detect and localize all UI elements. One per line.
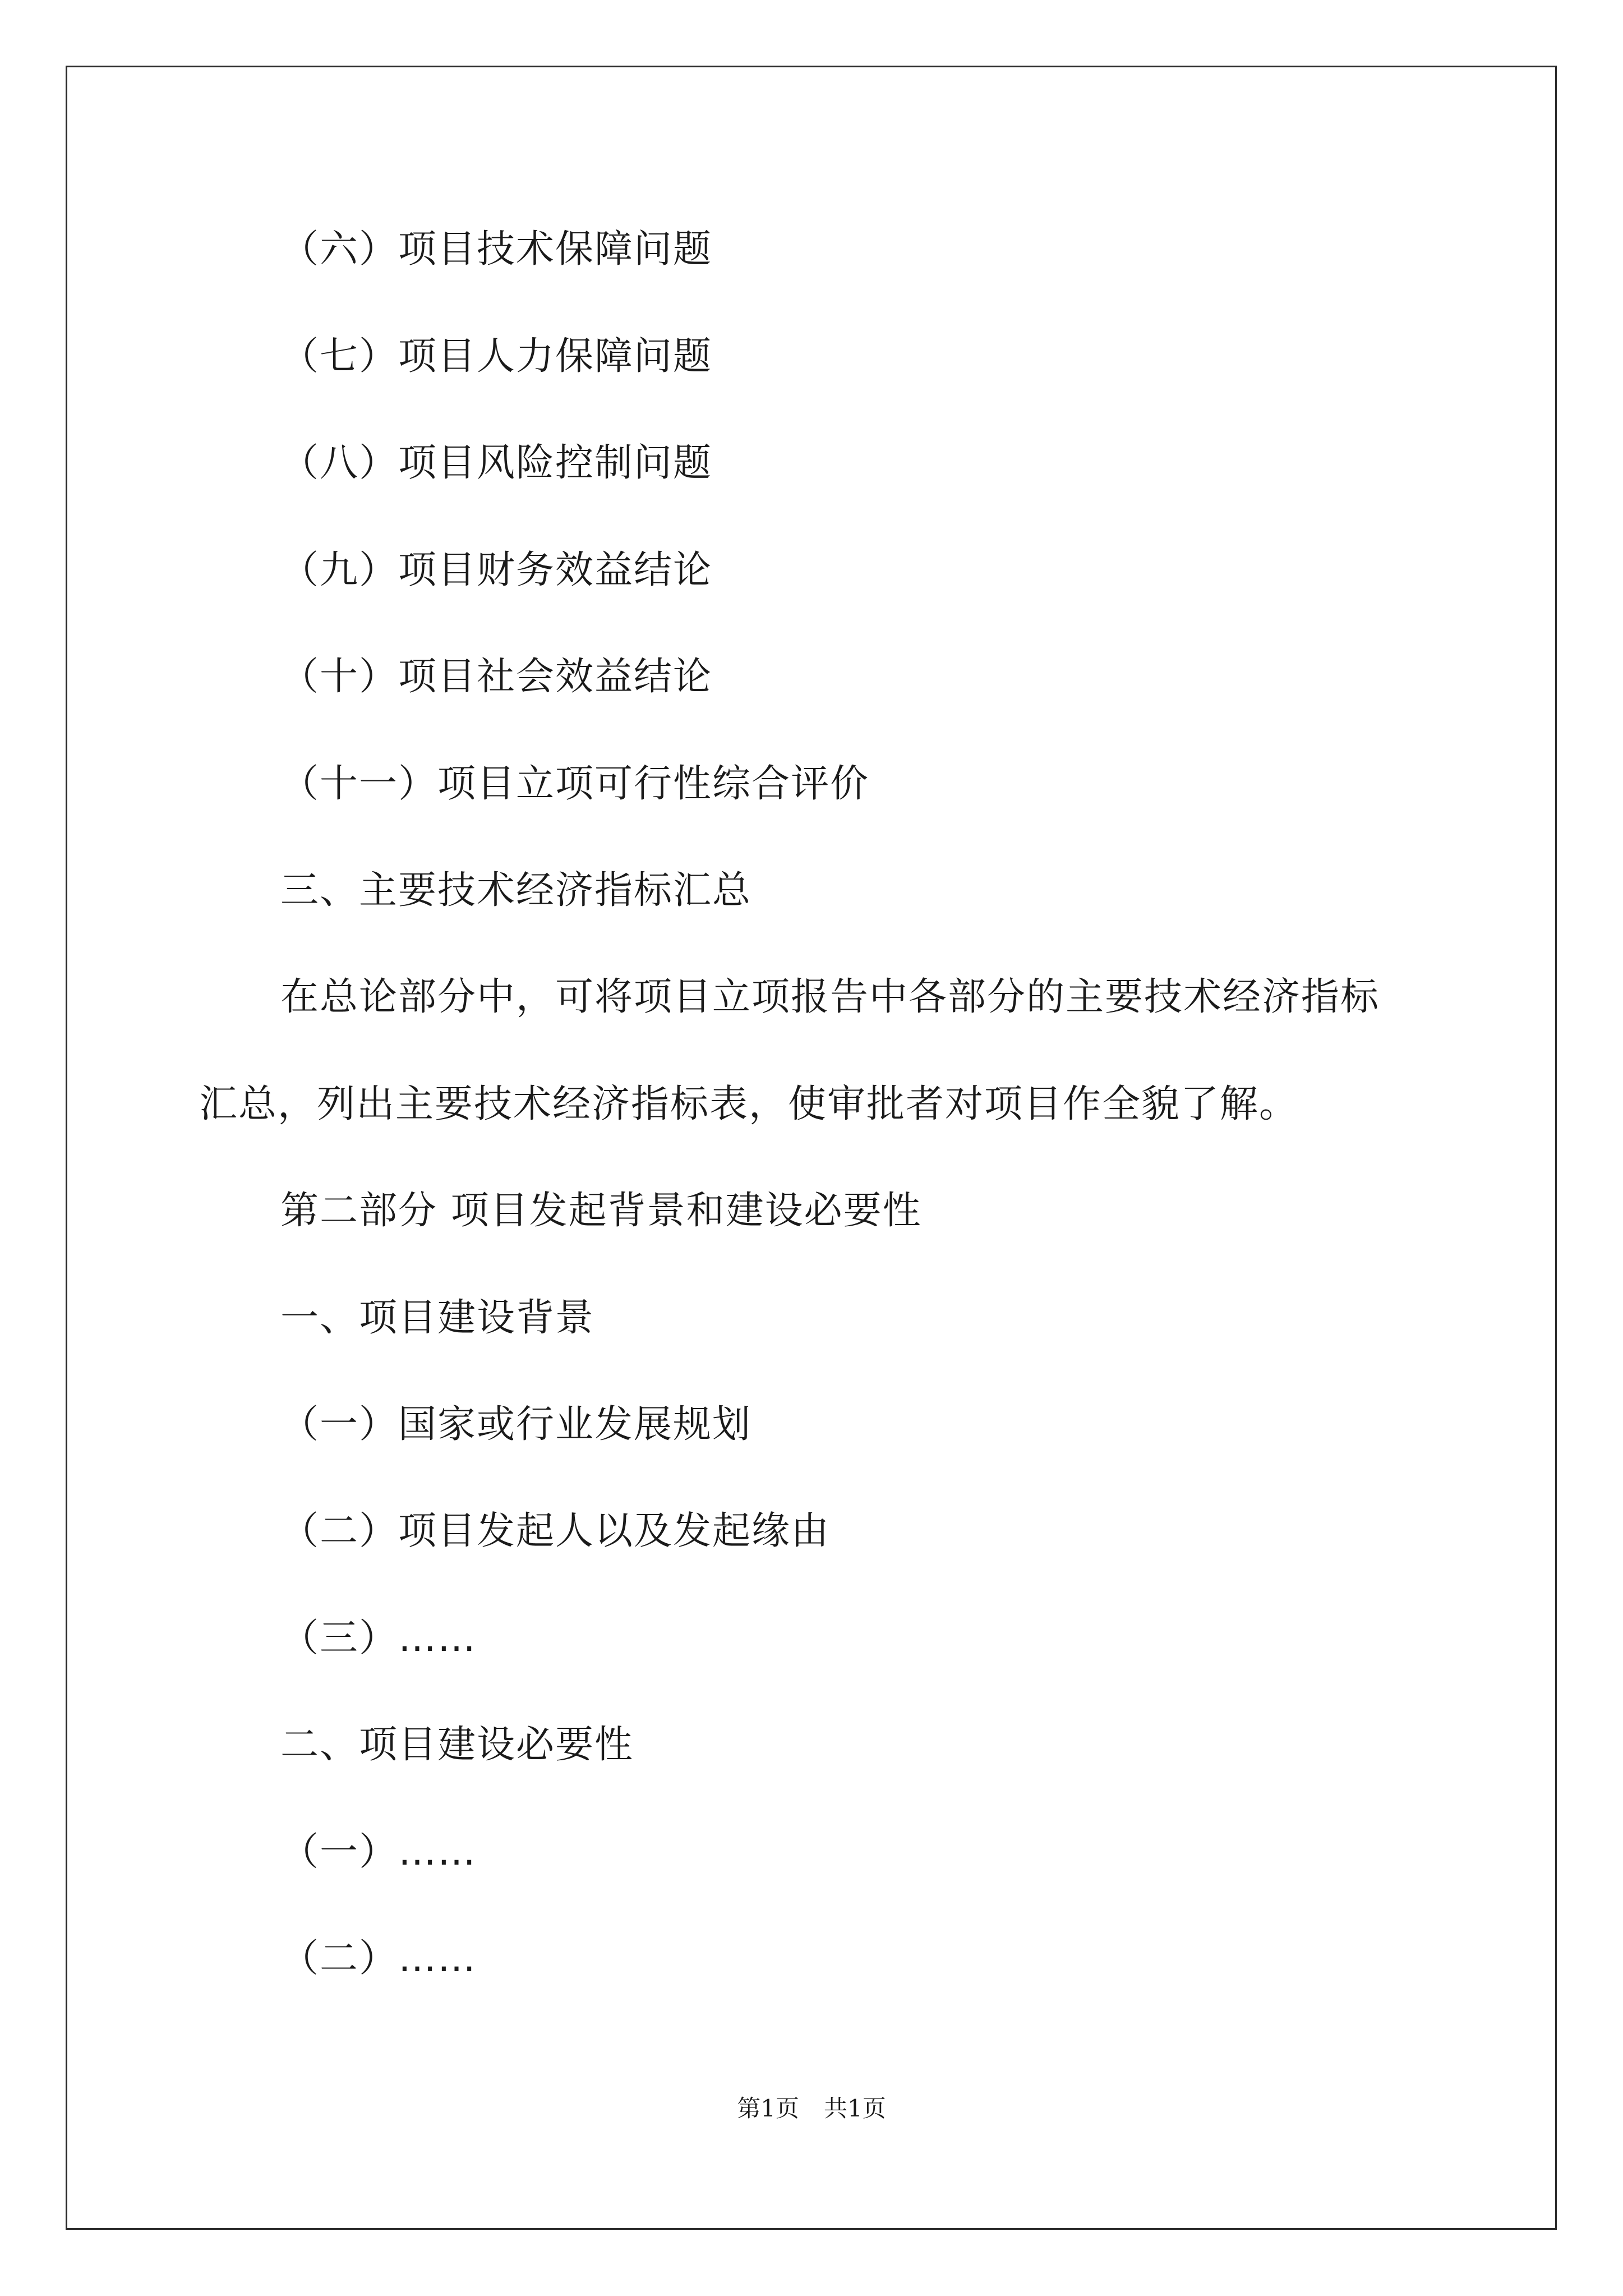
part-heading: 第二部分 项目发起背景和建设必要性 [280,1189,922,1233]
section-heading: 二、项目建设必要性 [280,1723,634,1767]
section-heading: 一、项目建设背景 [280,1296,595,1340]
page-total: 共1页 [824,2095,886,2122]
page-number: 第1页 [737,2095,799,2122]
paragraph-line: 在总论部分中，可将项目立项报告中各部分的主要技术经济指标 [280,975,1380,1019]
paragraph-line: 汇总，列出主要技术经济指标表，使审批者对项目作全貌了解。 [199,1082,1299,1126]
page-footer [0,2095,1623,2123]
text-line: （二）项目发起人以及发起缘由 [280,1509,831,1553]
text-line: （一）国家或行业发展规划 [280,1402,752,1447]
text-line: （八）项目风险控制问题 [280,441,713,485]
text-line: （九）项目财务效益结论 [280,548,713,592]
text-line: （七）项目人力保障问题 [280,334,713,379]
text-line: （一）…… [280,1830,477,1874]
text-line: （十）项目社会效益结论 [280,655,713,699]
text-line: （六）项目技术保障问题 [280,227,713,272]
text-line: （二）…… [280,1936,477,1981]
page-border [66,66,1557,2230]
text-line: （三）…… [280,1616,477,1660]
text-line: （十一）项目立项可行性综合评价 [280,762,870,806]
section-heading: 三、主要技术经济指标汇总 [280,868,752,913]
